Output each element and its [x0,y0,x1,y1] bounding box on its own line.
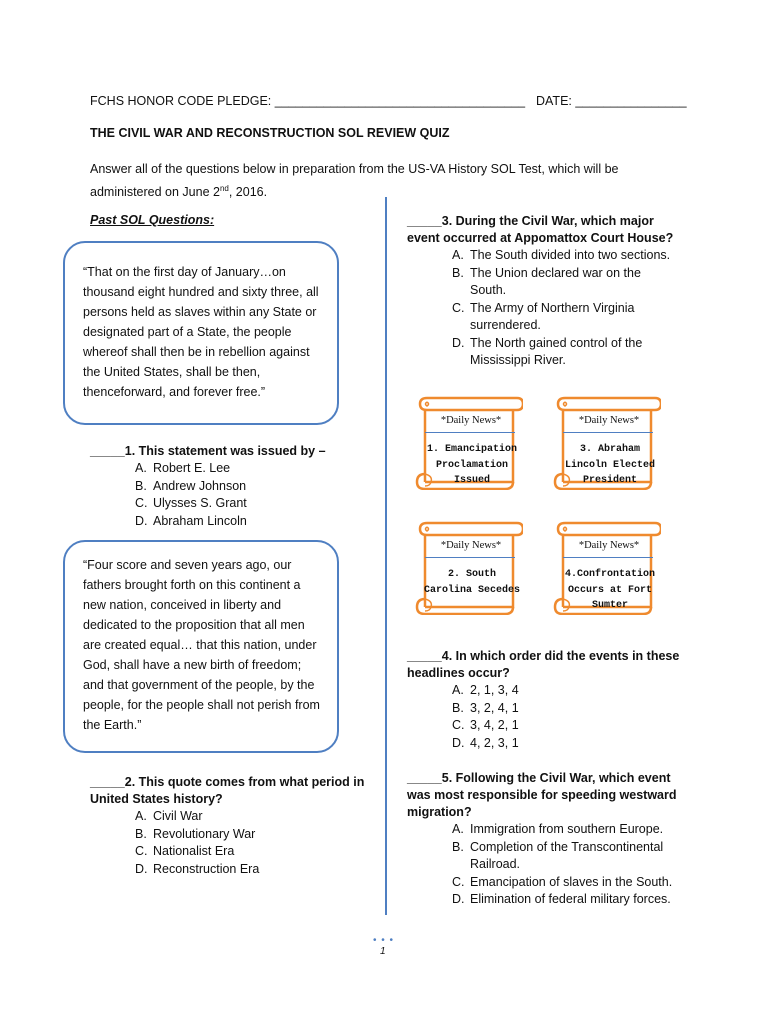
pledge-label: FCHS HONOR CODE PLEDGE: ____________________________________ [90,94,526,108]
newspaper-rule [563,557,653,558]
option-text: Emancipation of slaves in the South. [470,874,673,889]
option-text: 2, 1, 3, 4 [470,683,519,697]
option-letter: A. [452,248,464,262]
option-d[interactable] [452,891,682,909]
option-text: The South divided into two sections. [470,248,671,262]
question-2 [90,774,375,878]
option-a[interactable] [452,682,687,700]
headline-text: 2. South Carolina Secedes [423,569,520,596]
quote-box-gettysburg [63,540,339,753]
question-prompt: _____1. This statement was issued by – [90,444,326,458]
option-letter: A. [452,683,464,697]
option-letter: D. [452,735,465,750]
page-number: 1 [380,946,386,957]
option-text: Civil War [153,809,203,823]
option-b[interactable] [452,265,677,300]
date-label: DATE: ________________ [536,94,687,108]
option-text: 3, 2, 4, 1 [470,700,519,715]
newspaper-rule [563,432,653,433]
newspaper-rule [425,432,515,433]
option-c[interactable] [135,495,370,513]
option-b[interactable] [135,478,370,496]
option-letter: A. [452,822,464,836]
option-text: 4, 2, 3, 1 [470,735,519,750]
option-text: Abraham Lincoln [153,513,247,528]
newspaper-name: *Daily News* [578,540,640,551]
option-text: The Union declared war on the South. [470,265,641,297]
instructions [90,160,650,202]
option-text: Robert E. Lee [153,461,231,475]
quote-text: “Four score and seven years ago, our fathers brought forth on this continent a new nation, conceived in liberty and dedicated to the proposition that all men are created equal… that this nation, under God, shall have a new birth of freedom; and that government of the people, by the people, for the people shall not perish from the Earth.” [83,558,320,732]
headline-scroll [413,396,523,490]
question-prompt: _____4. In which order did the events in these headlines occur? [407,649,680,680]
answer-options [452,682,687,752]
option-a[interactable] [135,460,370,478]
option-letter: C. [135,844,148,858]
answer-options [452,247,677,370]
quiz-title: THE CIVIL WAR AND RECONSTRUCTION SOL REVIEW QUIZ [90,126,450,140]
headline-scroll [551,521,661,615]
option-text: Elimination of federal military forces. [470,892,671,906]
option-c[interactable] [452,874,682,892]
column-divider [385,197,387,915]
headline-text: 4.Confrontation Occurs at Fort Sumter [564,569,655,611]
answer-options [452,821,682,909]
answer-options [135,808,375,878]
option-text: Ulysses S. Grant [153,496,247,510]
option-b[interactable] [452,700,687,718]
option-text: Reconstruction Era [153,861,260,876]
headline-scroll [551,396,661,490]
option-d[interactable] [135,513,370,531]
question-5 [407,770,687,909]
option-letter: B. [452,839,464,854]
option-text: The North gained control of the Mississippi River. [470,335,643,367]
option-text: Completion of the Transcontinental Railroad. [470,839,664,871]
option-a[interactable] [452,247,677,265]
question-prompt: _____3. During the Civil War, which major event occurred at Appomattox Court House? [407,214,674,245]
option-letter: B. [135,826,147,841]
option-text: Andrew Johnson [153,478,247,493]
option-d[interactable] [452,335,677,370]
option-d[interactable] [135,861,375,879]
option-c[interactable] [452,300,677,335]
option-text: Revolutionary War [153,826,256,841]
instructions-text: Answer all of the questions below in preparation from the US-VA History SOL Test, which will be administered on June 2 [90,162,619,200]
question-3 [407,213,687,370]
newspaper-name: *Daily News* [440,415,502,426]
option-letter: C. [452,300,465,315]
option-letter: D. [135,513,148,528]
option-letter: B. [452,265,464,280]
option-letter: B. [135,478,147,493]
option-d[interactable] [452,735,687,753]
option-b[interactable] [135,826,375,844]
option-a[interactable] [135,808,375,826]
option-c[interactable] [135,843,375,861]
instructions-superscript: nd [219,184,229,193]
option-letter: A. [135,809,147,823]
question-prompt: _____2. This quote comes from what period in United States history? [90,775,365,806]
page-dots: • • • [373,935,395,946]
quote-box-emancipation [63,241,339,425]
option-text: Immigration from southern Europe. [470,822,664,836]
question-prompt: _____5. Following the Civil War, which event was most responsible for speeding westward migration? [407,771,677,819]
option-text: The Army of Northern Virginia surrendered. [470,300,635,332]
newspaper-name: *Daily News* [578,415,640,426]
answer-options [135,460,370,530]
question-4 [407,648,687,752]
headline-text: 1. Emancipation Proclamation Issued [426,444,517,486]
option-letter: C. [452,718,465,732]
quote-text: “That on the first day of January…on thousand eight hundred and sixty three, all persons held as slaves within any State or designated part of a State, the people whereof shall then be in rebellion against the United States, shall be then, thenceforward, and forever free.” [83,265,319,399]
option-letter: A. [135,461,147,475]
question-1 [90,443,370,530]
headline-text: 3. Abraham Lincoln Elected President [564,444,655,486]
headline-scroll [413,521,523,615]
option-a[interactable] [452,821,682,839]
option-letter: D. [135,861,148,876]
option-letter: B. [452,700,464,715]
option-letter: C. [452,874,465,889]
option-c[interactable] [452,717,687,735]
option-letter: D. [452,335,465,350]
newspaper-name: *Daily News* [440,540,502,551]
option-text: 3, 4, 2, 1 [470,718,519,732]
newspaper-rule [425,557,515,558]
option-letter: C. [135,496,148,510]
past-sol-heading: Past SOL Questions: [90,213,215,227]
option-b[interactable] [452,839,682,874]
option-text: Nationalist Era [153,844,235,858]
option-letter: D. [452,892,465,906]
instructions-text-end: , 2016. [228,185,268,200]
honor-pledge-line [90,94,687,108]
